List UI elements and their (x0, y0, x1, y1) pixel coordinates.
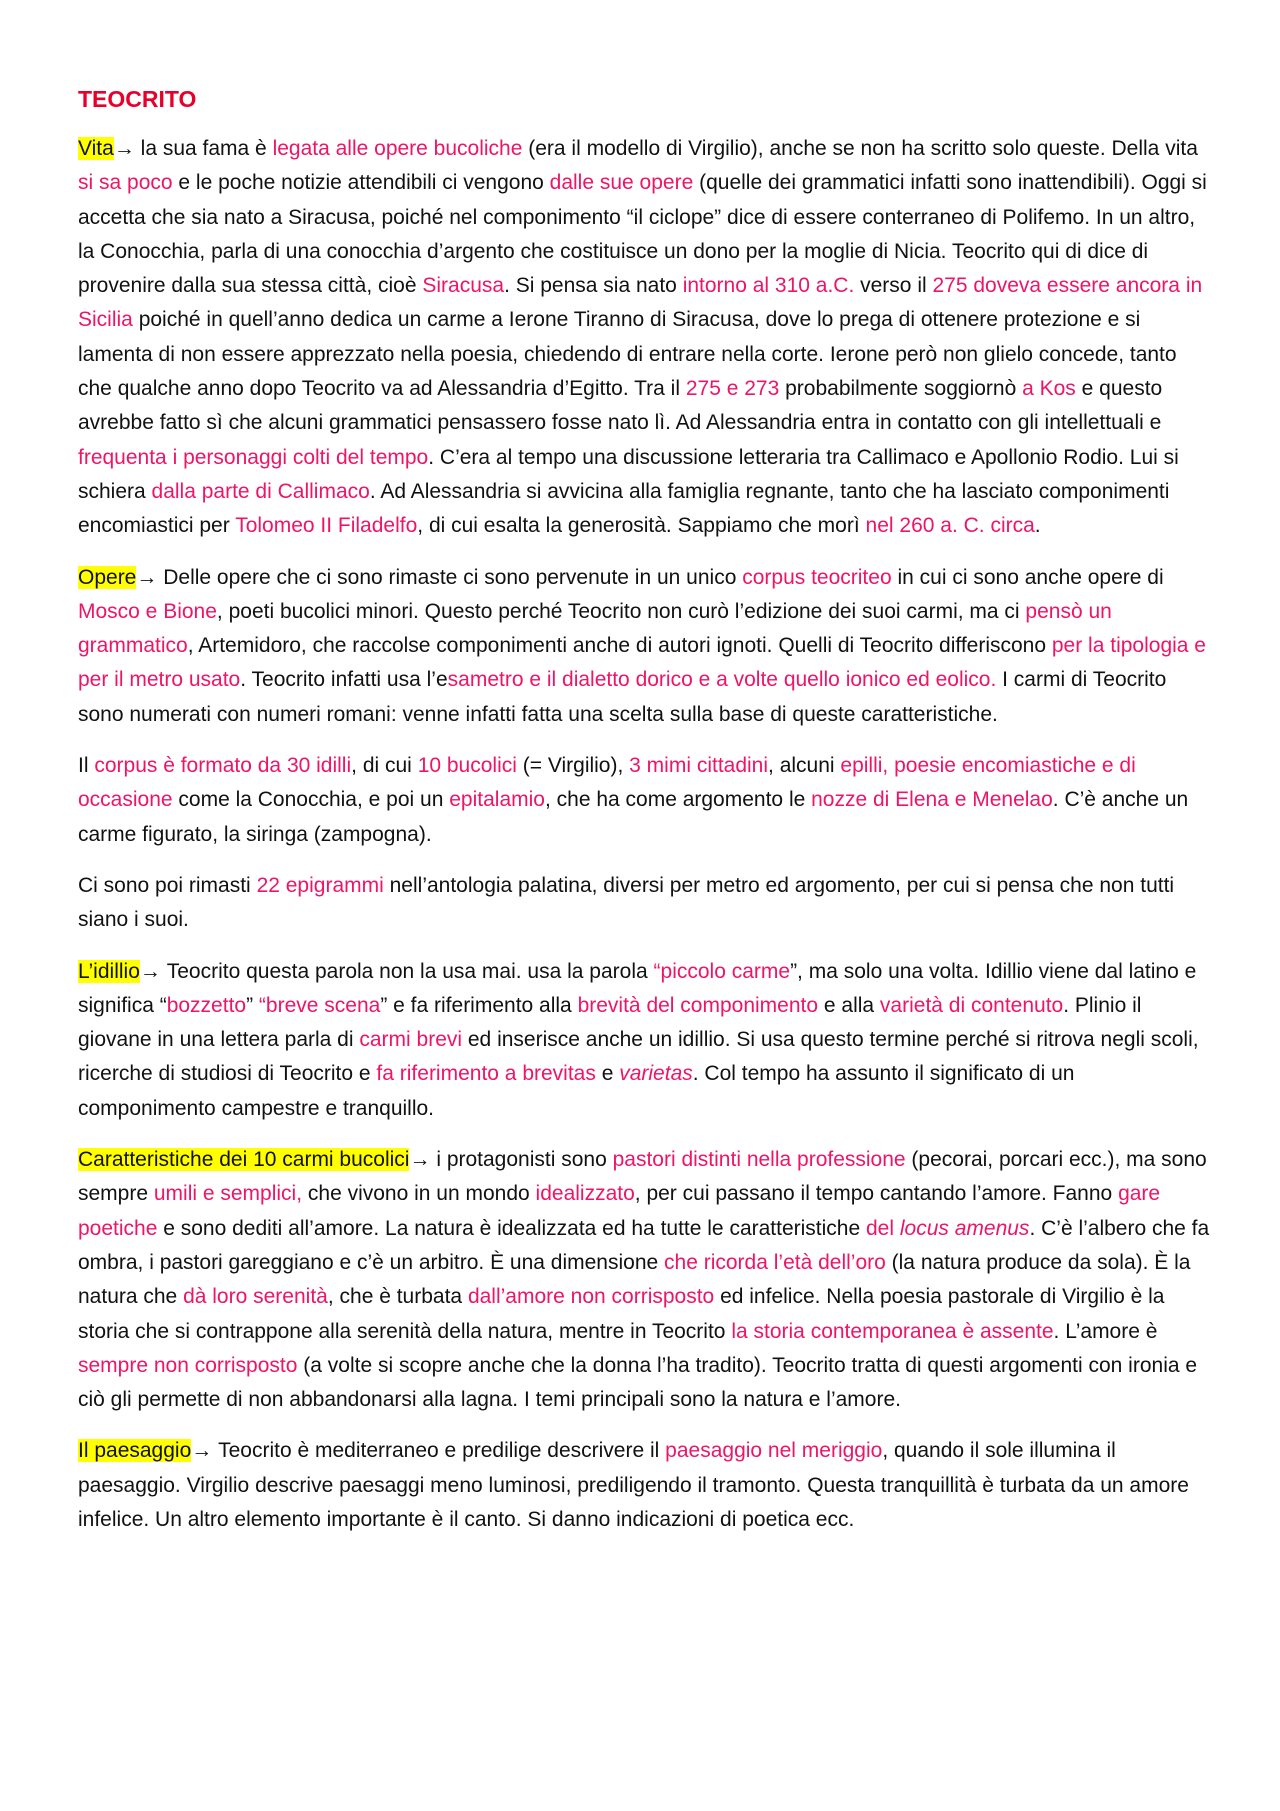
text-run: ed inserisce anche un idillio. Si usa questo termine perché si ritrova negli scoli, ricerche di studiosi di Teocrito e (78, 1028, 1199, 1086)
text-run: Teocrito è mediterraneo e predilige descrivere il (218, 1439, 666, 1463)
text-run: . Plinio il giovane in una lettera parla di (78, 993, 1142, 1052)
text-run: , quando il sole illumina il paesaggio. Virgilio descrive paesaggi meno luminosi, prediligendo il tramonto. Questa tranquillità è turbata da un amore infelice. Un altro elemento importante è il canto. Si danno indicazioni di poetica ecc. (78, 1439, 1189, 1531)
emphasized-text: legata alle opere bucoliche (272, 137, 523, 160)
text-run: Delle opere che ci sono rimaste ci sono pervenute in un unico (163, 565, 743, 589)
paragraph-corpus (78, 749, 1212, 852)
emphasized-text: sametro e il dialetto dorico e a volte quello ionico ed eolico. (447, 668, 997, 692)
paragraph-opere (78, 561, 1212, 732)
arrow-icon: → (191, 1439, 219, 1463)
text-run: (= Virgilio), (516, 754, 630, 778)
section-heading: Vita (78, 137, 114, 160)
text-run: Teocrito questa parola non la usa mai. usa la parola (166, 959, 654, 983)
paragraph-vita (78, 132, 1212, 544)
emphasized-text: fa riferimento a brevitas (376, 1062, 596, 1086)
text-run: e alla (818, 993, 880, 1017)
arrow-icon: → (409, 1148, 437, 1172)
emphasized-text: sempre non corrisposto (78, 1353, 298, 1377)
text-run: . C’è anche un carme figurato, la siringa (zampogna). (78, 788, 1189, 846)
emphasized-text: dall’amore non corrisposto (467, 1285, 715, 1309)
emphasized-text: carmi brevi (359, 1028, 463, 1052)
paragraph-paesaggio (78, 1434, 1212, 1537)
text-run: , di cui (351, 754, 418, 778)
document-body (78, 132, 1212, 1537)
emphasized-text: idealizzato (535, 1182, 635, 1206)
text-run: che vivono in un mondo (302, 1182, 536, 1206)
emphasized-text: dà loro serenità (183, 1285, 328, 1309)
emphasized-text: epilli, poesie encomiastiche e di occasione (78, 754, 1136, 812)
text-run: . C’era al tempo una discussione letteraria tra Callimaco e Apollonio Rodio. Lui si schiera (78, 445, 1179, 503)
emphasized-text: epitalamio (449, 788, 545, 812)
emphasized-text: dalle sue opere (549, 171, 694, 195)
text-run: ” e fa riferimento alla (380, 993, 578, 1017)
text-run: ”, ma solo una volta. Idillio viene dal latino e significa “ (78, 959, 1197, 1017)
paragraph-idillio (78, 955, 1212, 1126)
emphasized-text: “piccolo carme (653, 959, 791, 983)
section-heading: L’idillio (78, 959, 140, 983)
text-run: probabilmente soggiornò (779, 377, 1023, 401)
text-run: e le poche notizie attendibili ci vengono (172, 171, 550, 195)
emphasized-text: Siracusa (422, 274, 505, 298)
emphasized-text: gare poetiche (78, 1182, 1161, 1240)
paragraph-epigrammi (78, 869, 1212, 938)
text-run: , poeti bucolici minori. Questo perché Teocrito non curò l’edizione dei suoi carmi, ma ci (216, 599, 1026, 623)
emphasized-text: corpus teocriteo (742, 565, 892, 589)
text-run: (pecorai, porcari ecc.), ma sono sempre (78, 1148, 1207, 1206)
text-run: . Si pensa sia nato (504, 274, 683, 298)
text-run: e (595, 1062, 620, 1086)
emphasized-text: dalla parte di Callimaco (151, 479, 370, 503)
emphasized-text: nel 260 a. C. circa (865, 514, 1035, 538)
emphasized-text: a Kos (1022, 377, 1076, 401)
emphasized-text: si sa poco (78, 171, 173, 195)
emphasized-text: 275 doveva essere ancora in Sicilia (78, 274, 1203, 332)
text-run: nell’antologia palatina, diversi per metro ed argomento, per cui si pensa che non tutti siano i suoi. (78, 873, 1175, 932)
text-run: , alcuni (768, 754, 841, 778)
text-run: Il (78, 754, 95, 778)
emphasized-text: varietà di contenuto (879, 993, 1064, 1017)
arrow-icon: → (113, 137, 141, 160)
section-heading: Opere (78, 565, 137, 589)
text-run: , che ha come argomento le (544, 788, 812, 812)
arrow-icon: → (136, 565, 164, 589)
text-run: , per cui passano il tempo cantando l’amore. Fanno (634, 1182, 1119, 1206)
emphasized-text: umili e semplici, (153, 1182, 303, 1206)
emphasized-text: 10 bucolici (417, 754, 517, 778)
text-run: (la natura produce da sola). È la natura che (78, 1250, 1191, 1309)
emphasized-text: del (866, 1216, 900, 1240)
text-run: . Ad Alessandria si avvicina alla famiglia regnante, tanto che ha lasciato componimenti encomiastici per (78, 479, 1170, 538)
text-run: I carmi di Teocrito sono numerati con numeri romani: venne infatti fatta una scelta sulla base di queste caratteristiche. (78, 668, 1167, 726)
text-run: ” (246, 993, 259, 1017)
section-heading: Caratteristiche dei 10 carmi bucolici (78, 1148, 410, 1172)
emphasized-text: bozzetto (166, 993, 247, 1017)
arrow-icon: → (139, 959, 167, 983)
section-heading: Il paesaggio (78, 1439, 192, 1463)
text-run: (quelle dei grammatici infatti sono inattendibili). Oggi si accetta che sia nato a Siracusa, poiché nel componimento “il ciclope” dice di essere conterraneo di Polifemo. In un altro, la Conocchia, parla di una conocchia d’argento che costituisce un dono per la moglie di Nicia. Teocrito qui di dice di provenire dalla sua stessa città, cioè (78, 171, 1207, 298)
emphasized-text: 22 epigrammi (256, 873, 384, 897)
text-run: , Artemidoro, che raccolse componimenti anche di autori ignoti. Quelli di Teocrito differiscono (187, 634, 1052, 658)
emphasized-text: Tolomeo II Filadelfo (235, 514, 418, 538)
emphasized-text: intorno al 310 a.C. (682, 274, 855, 298)
emphasized-text: 275 e 273 (685, 377, 780, 401)
emphasized-text: che ricorda l’età dell’oro (664, 1250, 886, 1274)
emphasized-text: “breve scena (258, 993, 381, 1017)
emphasized-text: locus amenus (899, 1216, 1030, 1240)
text-run: , che è turbata (327, 1285, 468, 1309)
text-run: Ci sono poi rimasti (78, 873, 257, 897)
text-run: e sono dediti all’amore. La natura è idealizzata ed ha tutte le caratteristiche (157, 1216, 866, 1240)
text-run: ed infelice. Nella poesia pastorale di Virgilio è la storia che si contrappone alla serenità della natura, mentre in Teocrito (78, 1285, 1165, 1343)
text-run: . Teocrito infatti usa l’e (240, 668, 448, 692)
document-page (78, 82, 1212, 1554)
emphasized-text: pensò un grammatico (78, 599, 1112, 658)
text-run: in cui ci sono anche opere di (891, 565, 1164, 589)
text-run: la sua fama è (140, 137, 273, 160)
emphasized-text: pastori distinti nella professione (612, 1148, 906, 1172)
emphasized-text: Mosco e Bione (78, 599, 217, 623)
text-run: poiché in quell’anno dedica un carme a Ierone Tiranno di Siracusa, dove lo prega di ottenere protezione e si lamenta di non essere apprezzato nella poesia, chiedendo di entrare nella corte. Ierone però non glielo concede, tanto che qualche anno dopo Teocrito va ad Alessandria d’Egitto. Tra il (78, 308, 1177, 401)
text-run: . Col tempo ha assunto il significato di un componimento campestre e tranquillo. (78, 1062, 1075, 1120)
text-run: e questo avrebbe fatto sì che alcuni grammatici pensassero fosse nato lì. Ad Alessandria entra in contatto con gli intellettuali e (78, 377, 1163, 435)
text-run: come la Conocchia, e poi un (172, 788, 450, 812)
text-run: i protagonisti sono (436, 1148, 613, 1172)
text-run: . L’amore è (1053, 1319, 1158, 1343)
emphasized-text: brevità del componimento (577, 993, 819, 1017)
text-run: . C’è l’albero che fa ombra, i pastori gareggiano e c’è un arbitro. È una dimensione (78, 1216, 1210, 1274)
emphasized-text: varietas (619, 1062, 693, 1086)
emphasized-text: frequenta i personaggi colti del tempo (78, 445, 429, 469)
emphasized-text: paesaggio nel meriggio (665, 1439, 883, 1463)
emphasized-text: 3 mimi cittadini (629, 754, 769, 778)
text-run: (a volte si scopre anche che la donna l’ha tradito). Teocrito tratta di questi argomenti con ironia e ciò gli permette di non abbandonarsi alla lagna. I temi principali sono la natura e l’amore. (78, 1353, 1198, 1412)
emphasized-text: corpus è formato da 30 idilli (94, 754, 352, 778)
emphasized-text: la storia contemporanea è assente (731, 1319, 1054, 1343)
emphasized-text: per la tipologia e per il metro usato (78, 634, 1206, 692)
emphasized-text: nozze di Elena e Menelao (811, 788, 1053, 812)
document-title: TEOCRITO (78, 86, 197, 112)
text-run: . (1034, 514, 1041, 538)
text-run: (era il modello di Virgilio), anche se non ha scritto solo queste. Della vita (522, 137, 1198, 160)
text-run: , di cui esalta la generosità. Sappiamo che morì (417, 514, 866, 538)
paragraph-caratteristiche (78, 1143, 1212, 1417)
text-run: verso il (854, 274, 933, 298)
